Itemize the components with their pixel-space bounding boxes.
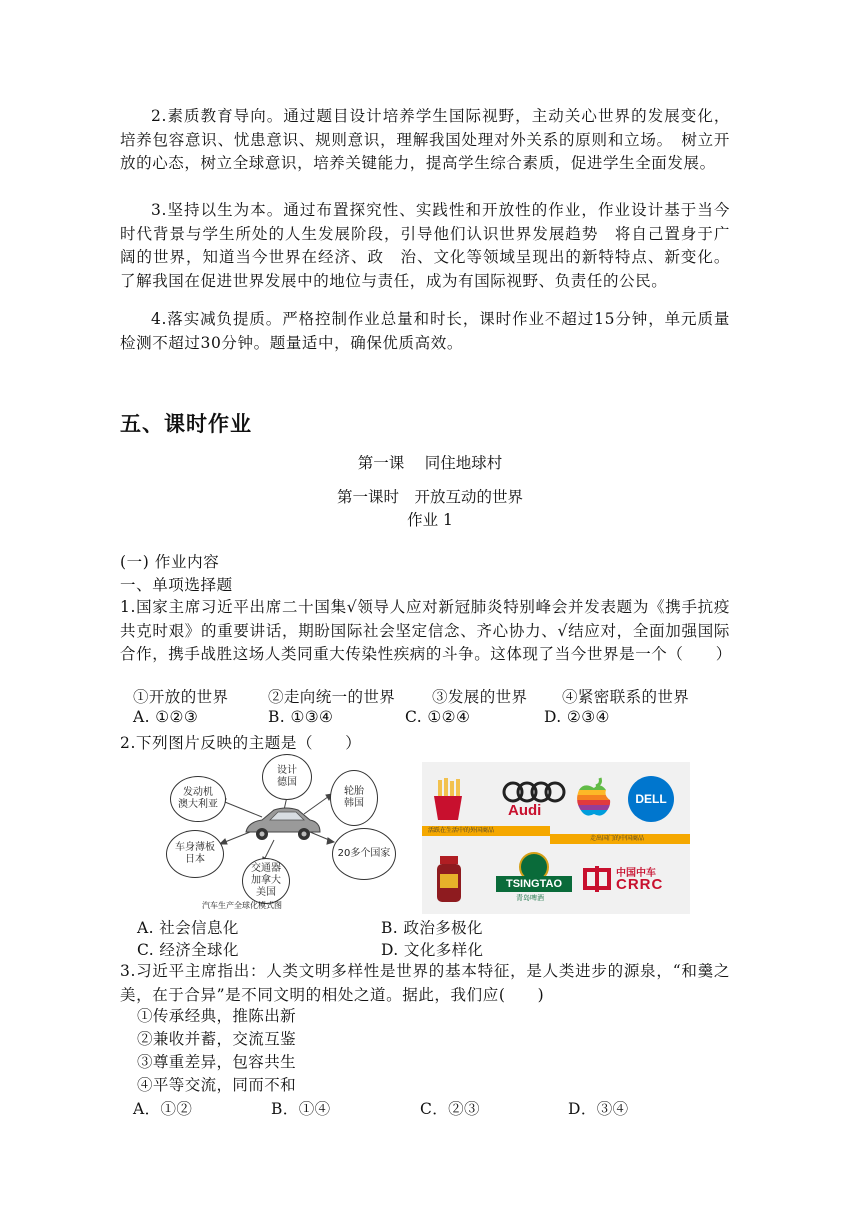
- tsingtao-logo-text: TSINGTAO: [496, 876, 572, 892]
- q2-option-b: B. 政治多极化: [381, 919, 483, 937]
- q2-option-d: D. 文化多样化: [381, 941, 484, 959]
- q3-item-4: ④平等交流，同而不和: [137, 1076, 297, 1094]
- audi-logo-text: Audi: [508, 802, 542, 819]
- brand-logos-panel: [422, 762, 690, 914]
- crrc-cn-text: 中国中车: [616, 868, 656, 879]
- crrc-en-text: CRRC: [616, 876, 664, 893]
- paragraph-quality-education: 2.素质教育导向。通过题目设计培养学生国际视野，主动关心世界的发展变化，培养包容意识、忧患意识、规则意识，理解我国处理对外关系的原则和立场。 树立开放的心态，树立全球意识，培养关键能力，提高学生综合素质，促进学生全面发展。: [120, 107, 730, 172]
- fries-logo-icon: [428, 776, 468, 822]
- q1-option-a: A. ①②③: [133, 708, 199, 726]
- q1-item-1: ①开放的世界: [133, 688, 229, 706]
- q1-item-3: ③发展的世界: [432, 688, 528, 706]
- crrc-emblem-icon: [582, 864, 612, 894]
- dell-logo: DELL: [628, 776, 674, 822]
- paragraph-reduce-burden: 4.落实减负提质。严格控制作业总量和时长，课时作业不超过15分钟，单元质量检测不超过30分钟。题量适中，确保优质高效。: [120, 310, 730, 352]
- q3-option-d: D．③④: [568, 1100, 629, 1118]
- apple-logo-icon: [574, 774, 614, 820]
- q3-option-b: B．①④: [271, 1100, 331, 1118]
- q3-option-c: C．②③: [420, 1100, 480, 1118]
- node-tires-korea: 轮胎 韩国: [330, 770, 378, 826]
- q1-option-b: B. ①③④: [268, 708, 334, 726]
- q1-item-2: ②走向统一的世界: [268, 688, 396, 706]
- content-label: (一) 作业内容: [120, 553, 220, 571]
- paragraph-student-centered: 3.坚持以生为本。通过布置探究性、实践性和开放性的作业，作业设计基于当今时代背景与学生所处的人生发展阶段，引导他们认识世界发展趋势 将自己置身于广阔的世界，知道当今世界在经济、政 治、文化等领域呈现出的新特特点、新变化。了解我国在促进世界发展中的地位与责任，成为有国际视野、负责任的公民。: [120, 201, 730, 290]
- period-title: 第一课时 开放互动的世界: [336, 488, 523, 506]
- q3-item-1: ①传承经典，推陈出新: [137, 1007, 297, 1025]
- tsingtao-sub-text: 青岛啤酒: [516, 894, 544, 902]
- globalization-diagram: [162, 752, 402, 912]
- car-icon: [240, 802, 324, 846]
- q2-option-c: C. 经济全球化: [137, 941, 239, 959]
- band-chinese-goods: 走出国门的中国商品: [550, 834, 690, 844]
- node-design-germany: 设计 德国: [262, 754, 312, 800]
- question-type: 一、单项选择题: [120, 576, 233, 594]
- q1-stem: 1.国家主席习近平出席二十国集√领导人应对新冠肺炎特别峰会并发表题为《携手抗疫共克时艰》的重要讲话，期盼国际社会坚定信念、齐心协力、√结应对，全面加强国际合作，携手战胜这场人类同重大传染性疾病的斗争。这体现了当今世界是一个（ ）: [120, 598, 732, 663]
- diagram-caption: 汽车生产全球化模式图: [202, 901, 282, 910]
- q1-option-c: C. ①②④: [405, 708, 471, 726]
- q3-option-a: A．①②: [133, 1100, 193, 1118]
- sauce-jar-icon: [434, 854, 464, 904]
- node-20-countries: 20多个国家: [332, 828, 396, 880]
- q3-item-2: ②兼收并蓄，交流互鉴: [137, 1030, 297, 1048]
- audi-rings-icon: [502, 780, 568, 804]
- q1-item-4: ④紧密联系的世界: [562, 688, 690, 706]
- section-title: 五、课时作业: [120, 412, 252, 436]
- q1-option-d: D. ②③④: [544, 708, 610, 726]
- node-body-japan: 车身薄板 日本: [166, 830, 224, 878]
- q2-option-a: A. 社会信息化: [137, 919, 239, 937]
- q2-stem: 2.下列图片反映的主题是（ ）: [120, 734, 362, 752]
- node-engine-australia: 发动机 澳大利亚: [170, 776, 226, 822]
- q3-item-3: ③尊重差异，包容共生: [137, 1053, 297, 1071]
- q3-stem: 3.习近平主席指出：人类文明多样性是世界的基本特征，是人类进步的源泉，“和羹之美，在于合异”是不同文明的相处之道。据此，我们应( ): [120, 962, 730, 1004]
- band-foreign-goods: 活跃在生活中的外国商品: [422, 826, 550, 836]
- node-transmission: 交通器 加拿大 美国: [242, 858, 290, 904]
- lesson-title: 第一课 同住地球村: [357, 454, 503, 472]
- homework-title: 作业 1: [407, 511, 453, 529]
